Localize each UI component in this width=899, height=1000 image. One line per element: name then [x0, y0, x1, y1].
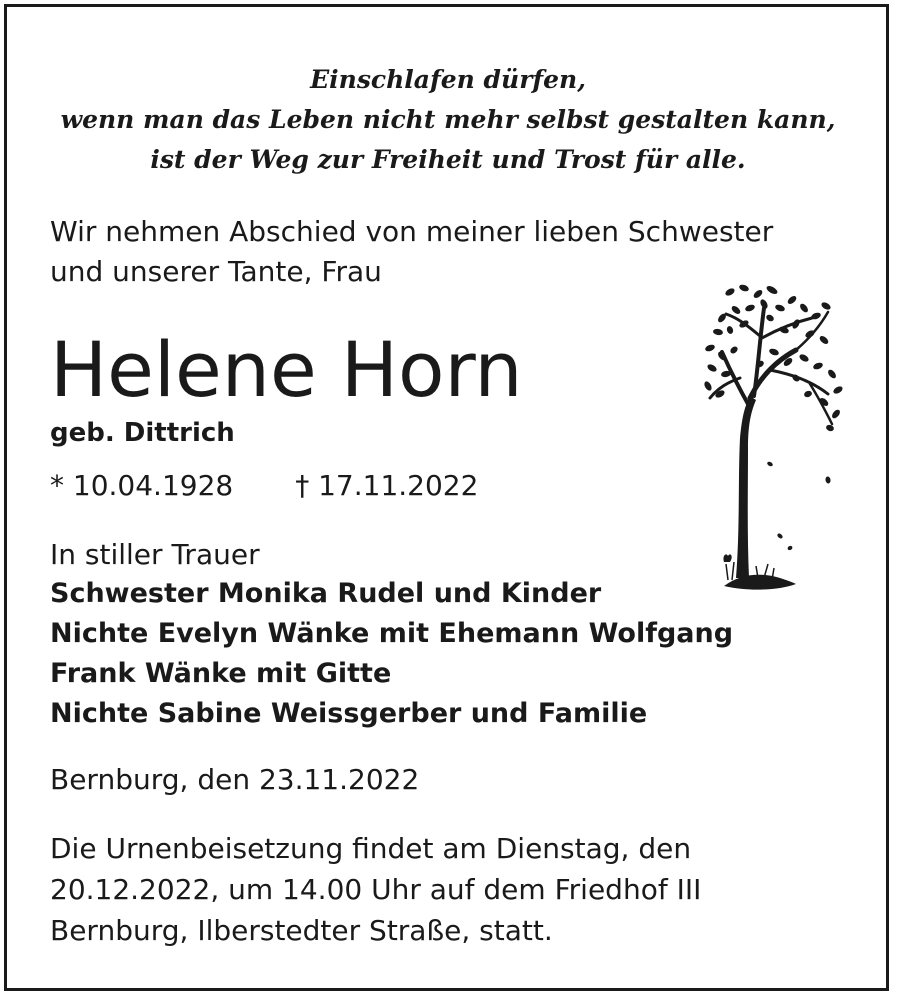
deceased-name: Helene Horn	[50, 325, 523, 414]
burial-line: Die Urnenbeisetzung findet am Dienstag, den	[50, 832, 692, 865]
birth-date: * 10.04.1928	[50, 469, 234, 502]
mourner-line: Schwester Monika Rudel und Kinder	[50, 578, 602, 609]
burial-line: Bernburg, Ilberstedter Straße, statt.	[50, 914, 553, 947]
death-date: † 17.11.2022	[295, 469, 479, 502]
motto	[30, 60, 866, 180]
motto-line: Einschlafen dürfen,	[310, 65, 586, 94]
mourning-heading: In stiller Trauer	[50, 538, 260, 571]
mourners-list	[50, 574, 733, 734]
mourner-line: Nichte Sabine Weissgerber und Familie	[50, 698, 648, 729]
intro-text	[50, 212, 773, 292]
intro-line: und unserer Tante, Frau	[50, 255, 382, 288]
place-date: Bernburg, den 23.11.2022	[50, 763, 420, 796]
motto-line: wenn man das Leben nicht mehr selbst gestalten kann,	[60, 105, 836, 134]
maiden-name: geb. Dittrich	[50, 418, 235, 448]
life-dates	[50, 466, 478, 506]
mourner-line: Nichte Evelyn Wänke mit Ehemann Wolfgang	[50, 618, 734, 649]
burial-info	[50, 828, 701, 951]
burial-line: 20.12.2022, um 14.00 Uhr auf dem Friedhof III	[50, 873, 702, 906]
motto-line: ist der Weg zur Freiheit und Trost für alle.	[150, 145, 746, 174]
tree-icon	[700, 278, 850, 598]
intro-line: Wir nehmen Abschied von meiner lieben Schwester	[50, 215, 774, 248]
mourner-line: Frank Wänke mit Gitte	[50, 658, 392, 689]
